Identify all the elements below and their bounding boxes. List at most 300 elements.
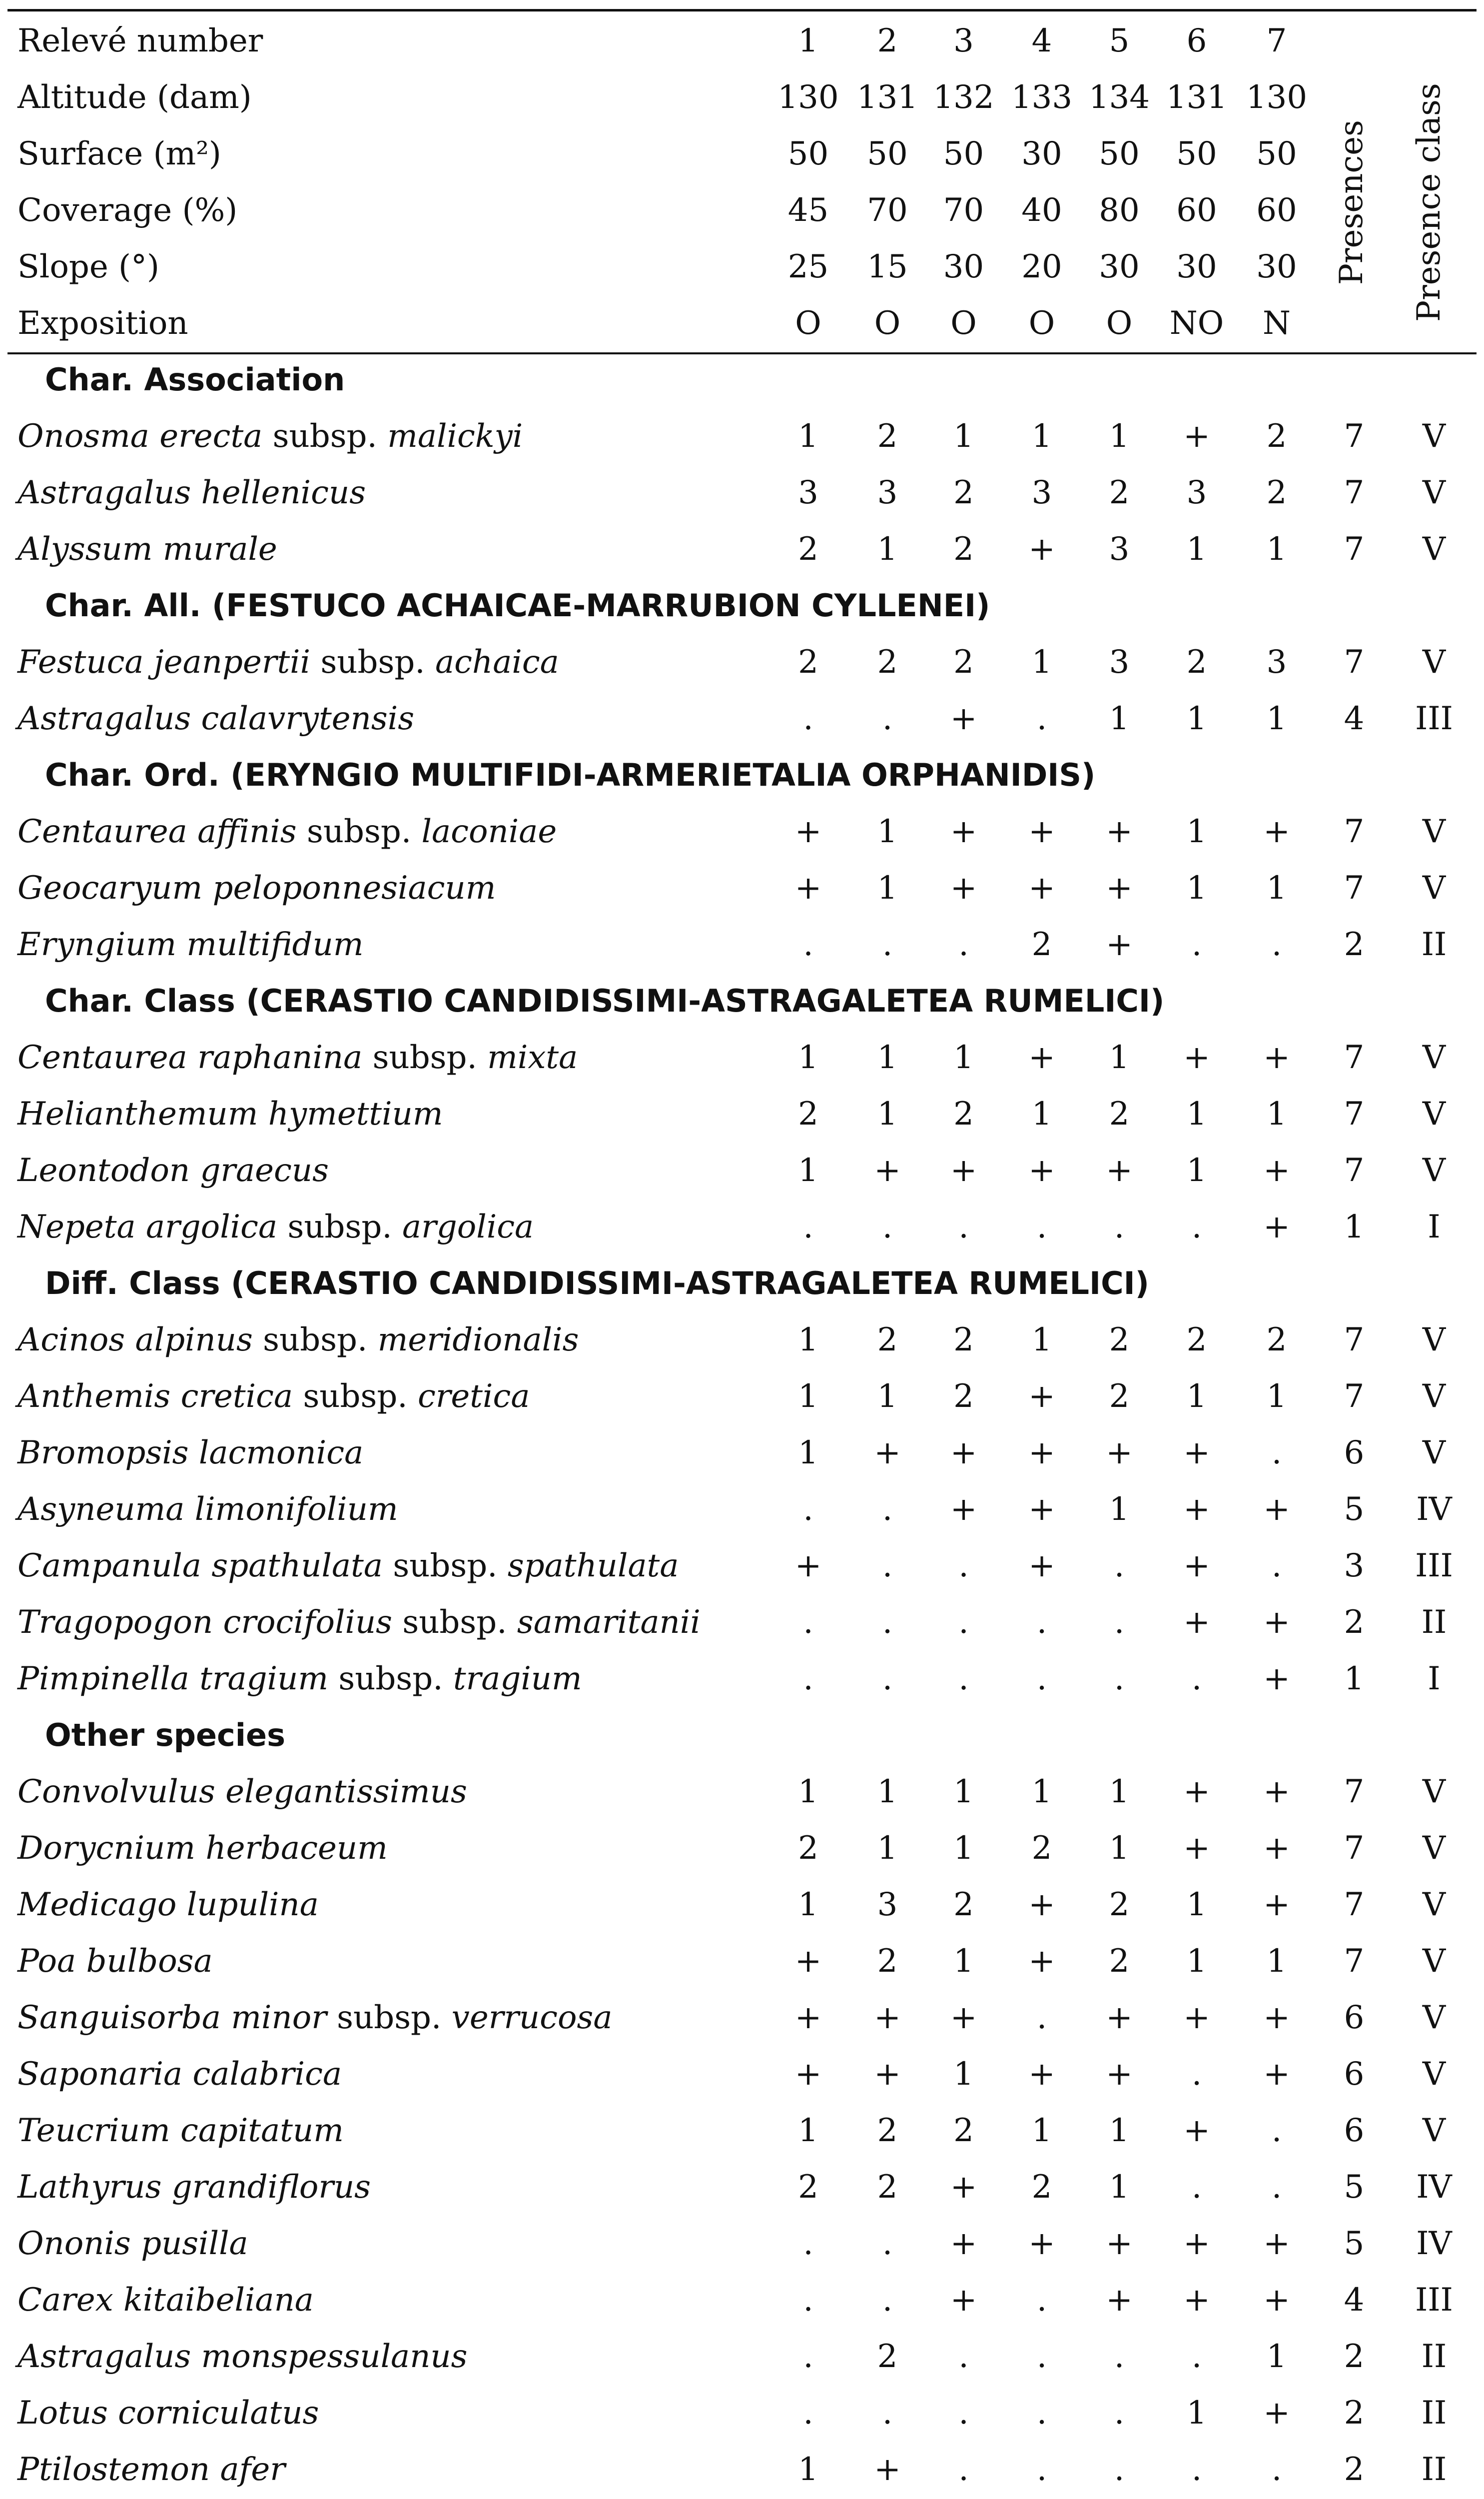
species-name-part: mixta [487,1039,578,1076]
cover-value: + [1183,1547,1210,1584]
species-name-part: argolica [402,1208,534,1246]
cover-value: + [1263,1660,1290,1697]
cover-value: 1 [877,1829,898,1867]
cover-value: + [1263,1152,1290,1189]
cover-value: + [1106,2281,1133,2319]
species-name-part: meridionalis [377,1321,579,1358]
presences-value: 7 [1344,1095,1365,1133]
cover-value: . [1036,700,1047,737]
presences-header-label: Presences [1333,119,1370,285]
cover-value: + [1183,1773,1210,1810]
species-name-part: Nepeta argolica [17,1208,278,1246]
species-row [7,2159,1477,2215]
cover-value: 1 [1266,530,1287,568]
cover-value: . [1191,926,1202,963]
species-name-part: Bromopsis lacmonica [17,1434,364,1471]
cover-value: 1 [1186,1377,1207,1415]
cover-value: . [1036,1999,1047,2036]
releve-table [7,12,1477,2499]
cover-value: + [1106,2055,1133,2093]
cover-value: 3 [877,474,898,511]
cover-value: 1 [1109,700,1130,737]
presence-class-value: V [1422,474,1446,511]
presence-class-value: V [1422,2055,1446,2093]
cover-value: . [958,1660,969,1697]
species-name-part: cretica [417,1377,530,1415]
cover-value: + [1263,1603,1290,1641]
cover-value: 1 [1109,2112,1130,2149]
presence-class-value: II [1421,1603,1447,1641]
species-row [7,1763,1477,1820]
species-name [7,1820,767,1876]
cover-value: . [882,926,893,963]
cover-value: 2 [877,1321,898,1358]
cover-value: + [1028,1547,1055,1584]
header-value: 131 [1166,78,1228,116]
cover-value: + [1028,1434,1055,1471]
species-name-part: Astragalus monspessulanus [17,2338,468,2375]
species-name-part: Eryngium multifidum [17,926,364,963]
species-name [7,1424,767,1481]
header-value: 80 [1099,191,1140,229]
cover-value: . [1114,1208,1125,1246]
cover-value: . [1036,1603,1047,1641]
species-name [7,1029,767,1086]
header-value: 45 [787,191,829,229]
cover-value: + [1263,1773,1290,1810]
header-label: Slope (°) [17,248,159,285]
cover-value: . [1036,2451,1047,2488]
presences-value: 6 [1344,2112,1365,2149]
cover-value: 1 [953,1039,974,1076]
cover-value: 1 [798,1039,818,1076]
species-row [7,1368,1477,1424]
species-name-part: Centaurea affinis [17,813,297,850]
cover-value: 3 [1109,643,1130,681]
cover-value: 1 [1266,2338,1287,2375]
header-value: O [795,304,821,342]
species-name-part: Lathyrus grandiflorus [17,2168,371,2206]
presences-value: 2 [1344,1603,1365,1641]
species-name-part: verrucosa [451,1999,613,2036]
cover-value: 1 [1031,643,1052,681]
species-name-part: Centaurea raphanina [17,1039,363,1076]
presences-value: 2 [1344,2394,1365,2432]
header-value: 50 [943,135,984,172]
species-name [7,2215,767,2272]
header-value: 15 [867,248,908,285]
cover-value: . [882,2225,893,2262]
species-name-part: subsp. [326,1999,452,2036]
presences-header [1329,72,1374,332]
cover-value: + [1263,2055,1290,2093]
cover-value: + [1183,1490,1210,1528]
cover-value: + [1028,1039,1055,1076]
species-name-part: Convolvulus elegantissimus [17,1773,467,1810]
cover-value: 2 [877,2112,898,2149]
header-value: 30 [1256,248,1297,285]
presences-value: 6 [1344,1999,1365,2036]
cover-value: 2 [953,474,974,511]
cover-value: . [882,700,893,737]
species-name [7,521,767,577]
cover-value: + [1183,417,1210,455]
header-value: 4 [1031,22,1052,59]
presences-value: 7 [1344,417,1365,455]
cover-value: + [1183,1603,1210,1641]
cover-value: 2 [1109,1377,1130,1415]
header-value: 25 [787,248,829,285]
presence-class-value: II [1421,926,1447,963]
species-name [7,1142,767,1199]
species-row [7,2046,1477,2102]
cover-value: 2 [1031,926,1052,963]
species-row [7,1424,1477,1481]
cover-value: + [1263,813,1290,850]
species-name [7,1537,767,1594]
cover-value: + [794,1942,822,1980]
cover-value: + [1183,1039,1210,1076]
presence-class-value: I [1428,1660,1441,1697]
cover-value: . [1271,926,1282,963]
cover-value: + [1106,869,1133,907]
species-row [7,1029,1477,1086]
header-value: 30 [943,248,984,285]
cover-value: 2 [798,530,818,568]
header-value: 30 [1099,248,1140,285]
cover-value: . [803,1603,813,1641]
cover-value: 1 [798,1434,818,1471]
species-name-part: subsp. [293,1377,418,1415]
cover-value: 3 [1266,643,1287,681]
cover-value: + [794,1547,822,1584]
presence-class-value: III [1415,2281,1453,2319]
presences-value: 7 [1344,1886,1365,1923]
presence-class-value: V [1422,1999,1446,2036]
cover-value: . [1114,1660,1125,1697]
species-row [7,1594,1477,1650]
presence-class-value: V [1422,1039,1446,1076]
species-name [7,2441,767,2498]
cover-value: 1 [798,2451,818,2488]
cover-value: + [950,700,977,737]
header-value: 134 [1088,78,1150,116]
species-name-part: Asyneuma limonifolium [17,1490,398,1528]
species-row [7,1989,1477,2046]
species-name-part: malickyi [387,417,523,455]
cover-value: + [950,2168,977,2206]
presence-class-value: V [1422,1152,1446,1189]
species-name-part: subsp. [382,1547,508,1584]
cover-value: 1 [1031,1321,1052,1358]
section-header-row [7,747,1477,803]
species-name-part: Carex kitaibeliana [17,2281,314,2319]
cover-value: 2 [953,530,974,568]
species-name-part: Tragopogon crocifolius [17,1603,392,1641]
presence-class-value: III [1415,700,1453,737]
cover-value: + [1183,1434,1210,1471]
cover-value: . [803,2338,813,2375]
top-rule [7,9,1477,11]
cover-value: . [958,2338,969,2375]
cover-value: + [1263,2281,1290,2319]
section-header-row [7,1255,1477,1311]
cover-value: 1 [877,869,898,907]
header-value: 70 [867,191,908,229]
cover-value: + [1183,2112,1210,2149]
species-name-part: samaritanii [517,1603,701,1641]
presence-class-value: IV [1416,1490,1452,1528]
species-row [7,916,1477,973]
cover-value: 2 [877,2168,898,2206]
header-value: 70 [943,191,984,229]
header-value: 60 [1256,191,1297,229]
cover-value: 1 [1266,1942,1287,1980]
cover-value: + [1106,2225,1133,2262]
species-name-part: Dorycnium herbaceum [17,1829,388,1867]
presence-class-value: IV [1416,2168,1452,2206]
cover-value: . [1036,2338,1047,2375]
species-name [7,1199,767,1255]
cover-value: . [803,926,813,963]
species-name-part: Geocaryum peloponnesiacum [17,869,496,907]
species-name [7,1086,767,1142]
cover-value: . [1036,2394,1047,2432]
cover-value: 1 [1031,1095,1052,1133]
species-name-part: Onosma erecta [17,417,263,455]
species-name [7,2272,767,2328]
species-row [7,1876,1477,1933]
header-value: 50 [1176,135,1217,172]
species-name-part: subsp. [310,643,435,681]
cover-value: 1 [798,1321,818,1358]
section-title: Char. Class (CERASTIO CANDIDISSIMI-ASTRAGALETEA RUMELICI) [45,982,1165,1019]
cover-value: + [1028,1152,1055,1189]
species-name-part: Astragalus hellenicus [17,474,366,511]
species-name-part: Festuca jeanpertii [17,643,311,681]
cover-value: . [803,1490,813,1528]
cover-value: 2 [877,417,898,455]
presences-value: 6 [1344,2055,1365,2093]
cover-value: . [1114,1603,1125,1641]
cover-value: 1 [1109,1039,1130,1076]
header-value: 130 [777,78,839,116]
cover-value: + [1263,2394,1290,2432]
cover-value: + [874,1152,901,1189]
cover-value: + [1028,2225,1055,2262]
cover-value: 2 [1186,643,1207,681]
cover-value: 1 [1266,1095,1287,1133]
cover-value: 1 [1109,417,1130,455]
cover-value: 1 [798,2112,818,2149]
header-rule [7,352,1477,354]
cover-value: 1 [953,1942,974,1980]
species-row [7,690,1477,747]
cover-value: + [874,2451,901,2488]
presences-value: 7 [1344,530,1365,568]
cover-value: 2 [1109,474,1130,511]
header-value: 50 [1099,135,1140,172]
cover-value: 1 [953,2055,974,2093]
presence-class-value: II [1421,2338,1447,2375]
presences-value: 7 [1344,1152,1365,1189]
cover-value: + [1106,1152,1133,1189]
cover-value: 2 [1031,1829,1052,1867]
cover-value: 2 [1109,1095,1130,1133]
cover-value: 1 [877,530,898,568]
cover-value: 2 [877,1942,898,1980]
cover-value: . [958,1547,969,1584]
presence-class-value: V [1422,530,1446,568]
presences-value: 2 [1344,926,1365,963]
cover-value: 2 [1109,1942,1130,1980]
species-row [7,2385,1477,2441]
presences-value: 7 [1344,1039,1365,1076]
species-row [7,1199,1477,1255]
cover-value: 1 [1186,813,1207,850]
cover-value: + [950,1490,977,1528]
cover-value: + [1028,530,1055,568]
species-name-part: Teucrium capitatum [17,2112,344,2149]
cover-value: + [1183,2225,1210,2262]
cover-value: . [882,1603,893,1641]
cover-value: 2 [798,1095,818,1133]
species-name [7,1594,767,1650]
cover-value: . [1271,1547,1282,1584]
species-name-part: Ononis pusilla [17,2225,248,2262]
header-row [7,295,1477,351]
cover-value: 1 [1186,1095,1207,1133]
cover-value: . [1271,1434,1282,1471]
presences-value: 7 [1344,813,1365,850]
cover-value: . [803,700,813,737]
presence-class-value: V [1422,1377,1446,1415]
species-row [7,464,1477,521]
cover-value: + [950,2281,977,2319]
presence-class-value: II [1421,2394,1447,2432]
header-value: 50 [787,135,829,172]
cover-value: 1 [1186,869,1207,907]
cover-value: + [1183,2281,1210,2319]
cover-value: + [874,2055,901,2093]
header-value: O [1106,304,1133,342]
species-name [7,1876,767,1933]
cover-value: 2 [877,643,898,681]
species-name [7,2328,767,2385]
cover-value: + [1263,2225,1290,2262]
cover-value: + [1263,1208,1290,1246]
presence-class-value: V [1422,813,1446,850]
species-name [7,916,767,973]
section-title: Char. All. (FESTUCO ACHAICAE-MARRUBION CYLLENEI) [45,587,990,624]
cover-value: . [958,1208,969,1246]
presences-value: 4 [1344,700,1365,737]
cover-value: 3 [877,1886,898,1923]
header-value: 40 [1021,191,1062,229]
species-name-part: Poa bulbosa [17,1942,213,1980]
cover-value: . [882,1660,893,1697]
presences-value: 7 [1344,474,1365,511]
cover-value: 1 [877,813,898,850]
header-label: Exposition [17,304,188,342]
table-body [7,12,1477,2499]
cover-value: . [803,1660,813,1697]
header-label: Altitude (dam) [17,78,252,116]
species-name [7,1311,767,1368]
cover-value: . [1271,2168,1282,2206]
cover-value: 1 [798,1152,818,1189]
species-row [7,2272,1477,2328]
presence-class-value: V [1422,1942,1446,1980]
cover-value: + [950,2225,977,2262]
cover-value: + [1263,1829,1290,1867]
cover-value: + [950,869,977,907]
header-value: 1 [798,22,818,59]
cover-value: 3 [798,474,818,511]
species-name-part: achaica [435,643,559,681]
cover-value: . [1271,2451,1282,2488]
section-title: Other species [45,1716,285,1753]
header-value: N [1263,304,1291,342]
species-name-part: subsp. [328,1660,453,1697]
species-name-part: subsp. [296,813,422,850]
header-value: 30 [1176,248,1217,285]
header-value: 130 [1246,78,1308,116]
cover-value: + [1263,1886,1290,1923]
presences-value: 1 [1344,1208,1365,1246]
presence-class-value: V [1422,417,1446,455]
cover-value: 1 [1186,700,1207,737]
presence-class-value: V [1422,1773,1446,1810]
presence-class-value: V [1422,1829,1446,1867]
species-row [7,1933,1477,1989]
species-row [7,1481,1477,1537]
cover-value: 1 [1109,1829,1130,1867]
species-name [7,1989,767,2046]
species-name-part: Astragalus calavrytensis [17,700,415,737]
cover-value: . [1114,2338,1125,2375]
species-name [7,634,767,690]
presence-class-value: I [1428,1208,1441,1246]
cover-value: . [1271,2112,1282,2149]
cover-value: 1 [1031,2112,1052,2149]
cover-value: 1 [1109,2168,1130,2206]
cover-value: 1 [798,1773,818,1810]
cover-value: 2 [1109,1886,1130,1923]
cover-value: + [794,1999,822,2036]
cover-value: 1 [798,1886,818,1923]
cover-value: 1 [1109,1490,1130,1528]
cover-value: 2 [1186,1321,1207,1358]
species-row [7,860,1477,916]
cover-value: 1 [1266,869,1287,907]
cover-value: 2 [953,1377,974,1415]
cover-value: 1 [798,417,818,455]
cover-value: + [1028,1490,1055,1528]
species-name [7,2159,767,2215]
header-value: 20 [1021,248,1062,285]
species-name [7,690,767,747]
cover-value: 1 [1266,700,1287,737]
cover-value: . [1036,2281,1047,2319]
species-row [7,521,1477,577]
species-name-part: tragium [453,1660,582,1697]
presences-value: 2 [1344,2451,1365,2488]
cover-value: + [950,813,977,850]
presences-value: 2 [1344,2338,1365,2375]
presence-class-value: IV [1416,2225,1452,2262]
presences-value: 7 [1344,1377,1365,1415]
